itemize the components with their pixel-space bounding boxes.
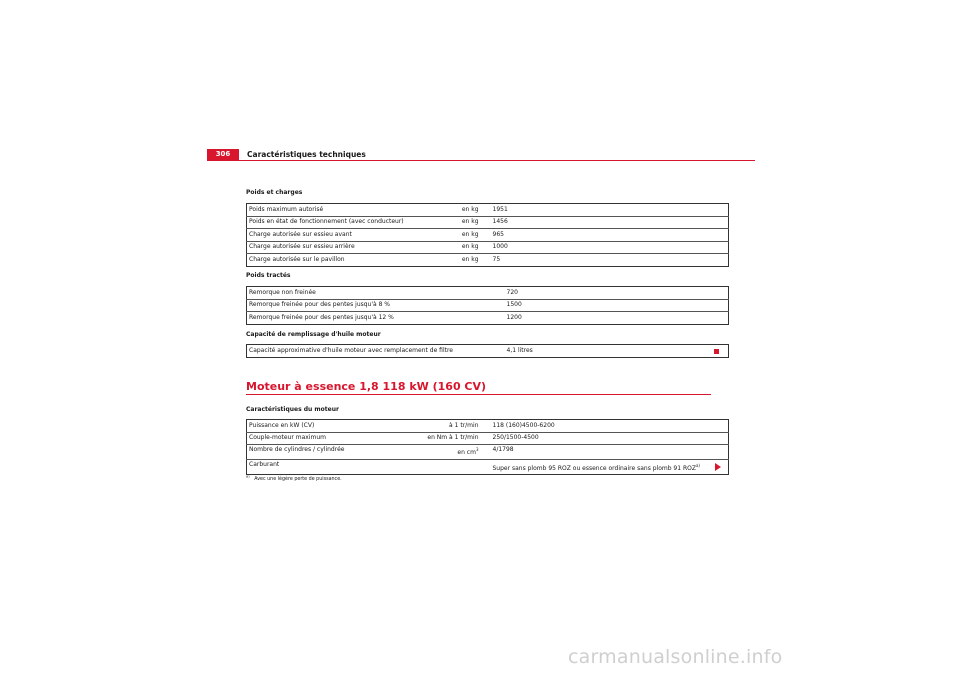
row-value: 965	[481, 229, 729, 242]
footnote-marker: a)	[246, 474, 250, 479]
row-value: 1000	[481, 241, 729, 254]
row-label: Remorque non freinée	[247, 287, 495, 300]
table-row	[247, 287, 729, 300]
engine-heading: Caractéristiques du moteur	[246, 406, 339, 413]
row-value: 4/1798	[481, 445, 729, 460]
table-cell-label	[247, 420, 481, 433]
row-unit: en kg	[461, 243, 479, 251]
table-cell-label	[247, 445, 481, 460]
engine-section-title: Moteur à essence 1,8 118 kW (160 CV)	[246, 380, 487, 393]
row-value: 250/1500-4500	[481, 432, 729, 445]
end-of-section-marker-icon	[714, 349, 719, 354]
table-row	[247, 299, 729, 312]
table-row	[247, 345, 729, 358]
table-cell-label	[247, 241, 481, 254]
continue-arrow-icon	[715, 463, 721, 471]
table-row	[247, 432, 729, 445]
towing-table	[246, 286, 729, 325]
table-cell-label	[247, 432, 481, 445]
row-label: Remorque freinée pour des pentes jusqu'à 12 %	[247, 312, 495, 325]
row-label: Charge autorisée sur essieu avant	[249, 230, 352, 238]
table-row	[247, 254, 729, 267]
page-number: 306	[207, 149, 239, 160]
row-label: Remorque freinée pour des pentes jusqu'à 8 %	[247, 299, 495, 312]
row-label: Nombre de cylindres / cylindrée	[249, 446, 345, 453]
row-value: 4,1 litres	[495, 345, 729, 358]
row-value: 1200	[495, 312, 729, 325]
page-header-title: Caractéristiques techniques	[247, 150, 366, 159]
table-row	[247, 420, 729, 433]
table-row	[247, 445, 729, 460]
row-value: 75	[481, 254, 729, 267]
table-cell-label	[247, 216, 481, 229]
row-value: Super sans plomb 95 ROZ ou essence ordinaire sans plomb 91 ROZ$^{a)}$	[481, 460, 729, 475]
unit-superscript: 3	[475, 447, 479, 452]
weights-table	[246, 203, 729, 267]
row-value: 720	[495, 287, 729, 300]
header-divider	[207, 160, 755, 161]
footnote-reference: a)	[695, 463, 700, 468]
table-cell-label	[247, 204, 481, 217]
row-value: 1951	[481, 204, 729, 217]
row-unit: en $cm^3$	[457, 447, 479, 456]
row-label: Charge autorisée sur le pavillon	[249, 255, 345, 263]
row-value: 1456	[481, 216, 729, 229]
row-label: Poids maximum autorisé	[249, 205, 324, 213]
row-unit: en kg	[461, 205, 479, 213]
row-unit: en kg	[461, 218, 479, 226]
row-label: Couple-moteur maximum	[249, 434, 326, 442]
table-cell-label	[247, 460, 481, 475]
table-row	[247, 460, 729, 475]
oil-table	[246, 344, 729, 358]
engine-table	[246, 419, 729, 475]
table-cell-label	[247, 229, 481, 242]
watermark: carmanualsonline.info	[568, 646, 783, 668]
towing-heading: Poids tractés	[246, 272, 291, 279]
row-unit: en Nm à 1 tr/min	[427, 434, 479, 442]
footnote	[246, 476, 342, 483]
footnote-text: Avec une légère perte de puissance.	[254, 477, 342, 482]
table-row	[247, 229, 729, 242]
row-unit: à 1 tr/min	[449, 421, 479, 429]
row-label: Poids en état de fonctionnement (avec conducteur)	[249, 218, 404, 226]
row-label: Puissance en kW (CV)	[249, 421, 315, 429]
row-unit: en kg	[461, 230, 479, 238]
row-label: Charge autorisée sur essieu arrière	[249, 243, 355, 251]
row-unit: en kg	[461, 255, 479, 263]
table-row	[247, 204, 729, 217]
table-row	[247, 241, 729, 254]
table-cell-label	[247, 254, 481, 267]
weights-heading: Poids et charges	[246, 189, 303, 196]
section-divider	[246, 394, 711, 395]
table-row	[247, 312, 729, 325]
row-label: Carburant	[249, 461, 280, 468]
row-label: Capacité approximative d'huile moteur avec remplacement de filtre	[247, 345, 495, 358]
oil-heading: Capacité de remplissage d'huile moteur	[246, 331, 381, 338]
row-value: 1500	[495, 299, 729, 312]
table-row	[247, 216, 729, 229]
row-value: 118 (160)4500-6200	[481, 420, 729, 433]
